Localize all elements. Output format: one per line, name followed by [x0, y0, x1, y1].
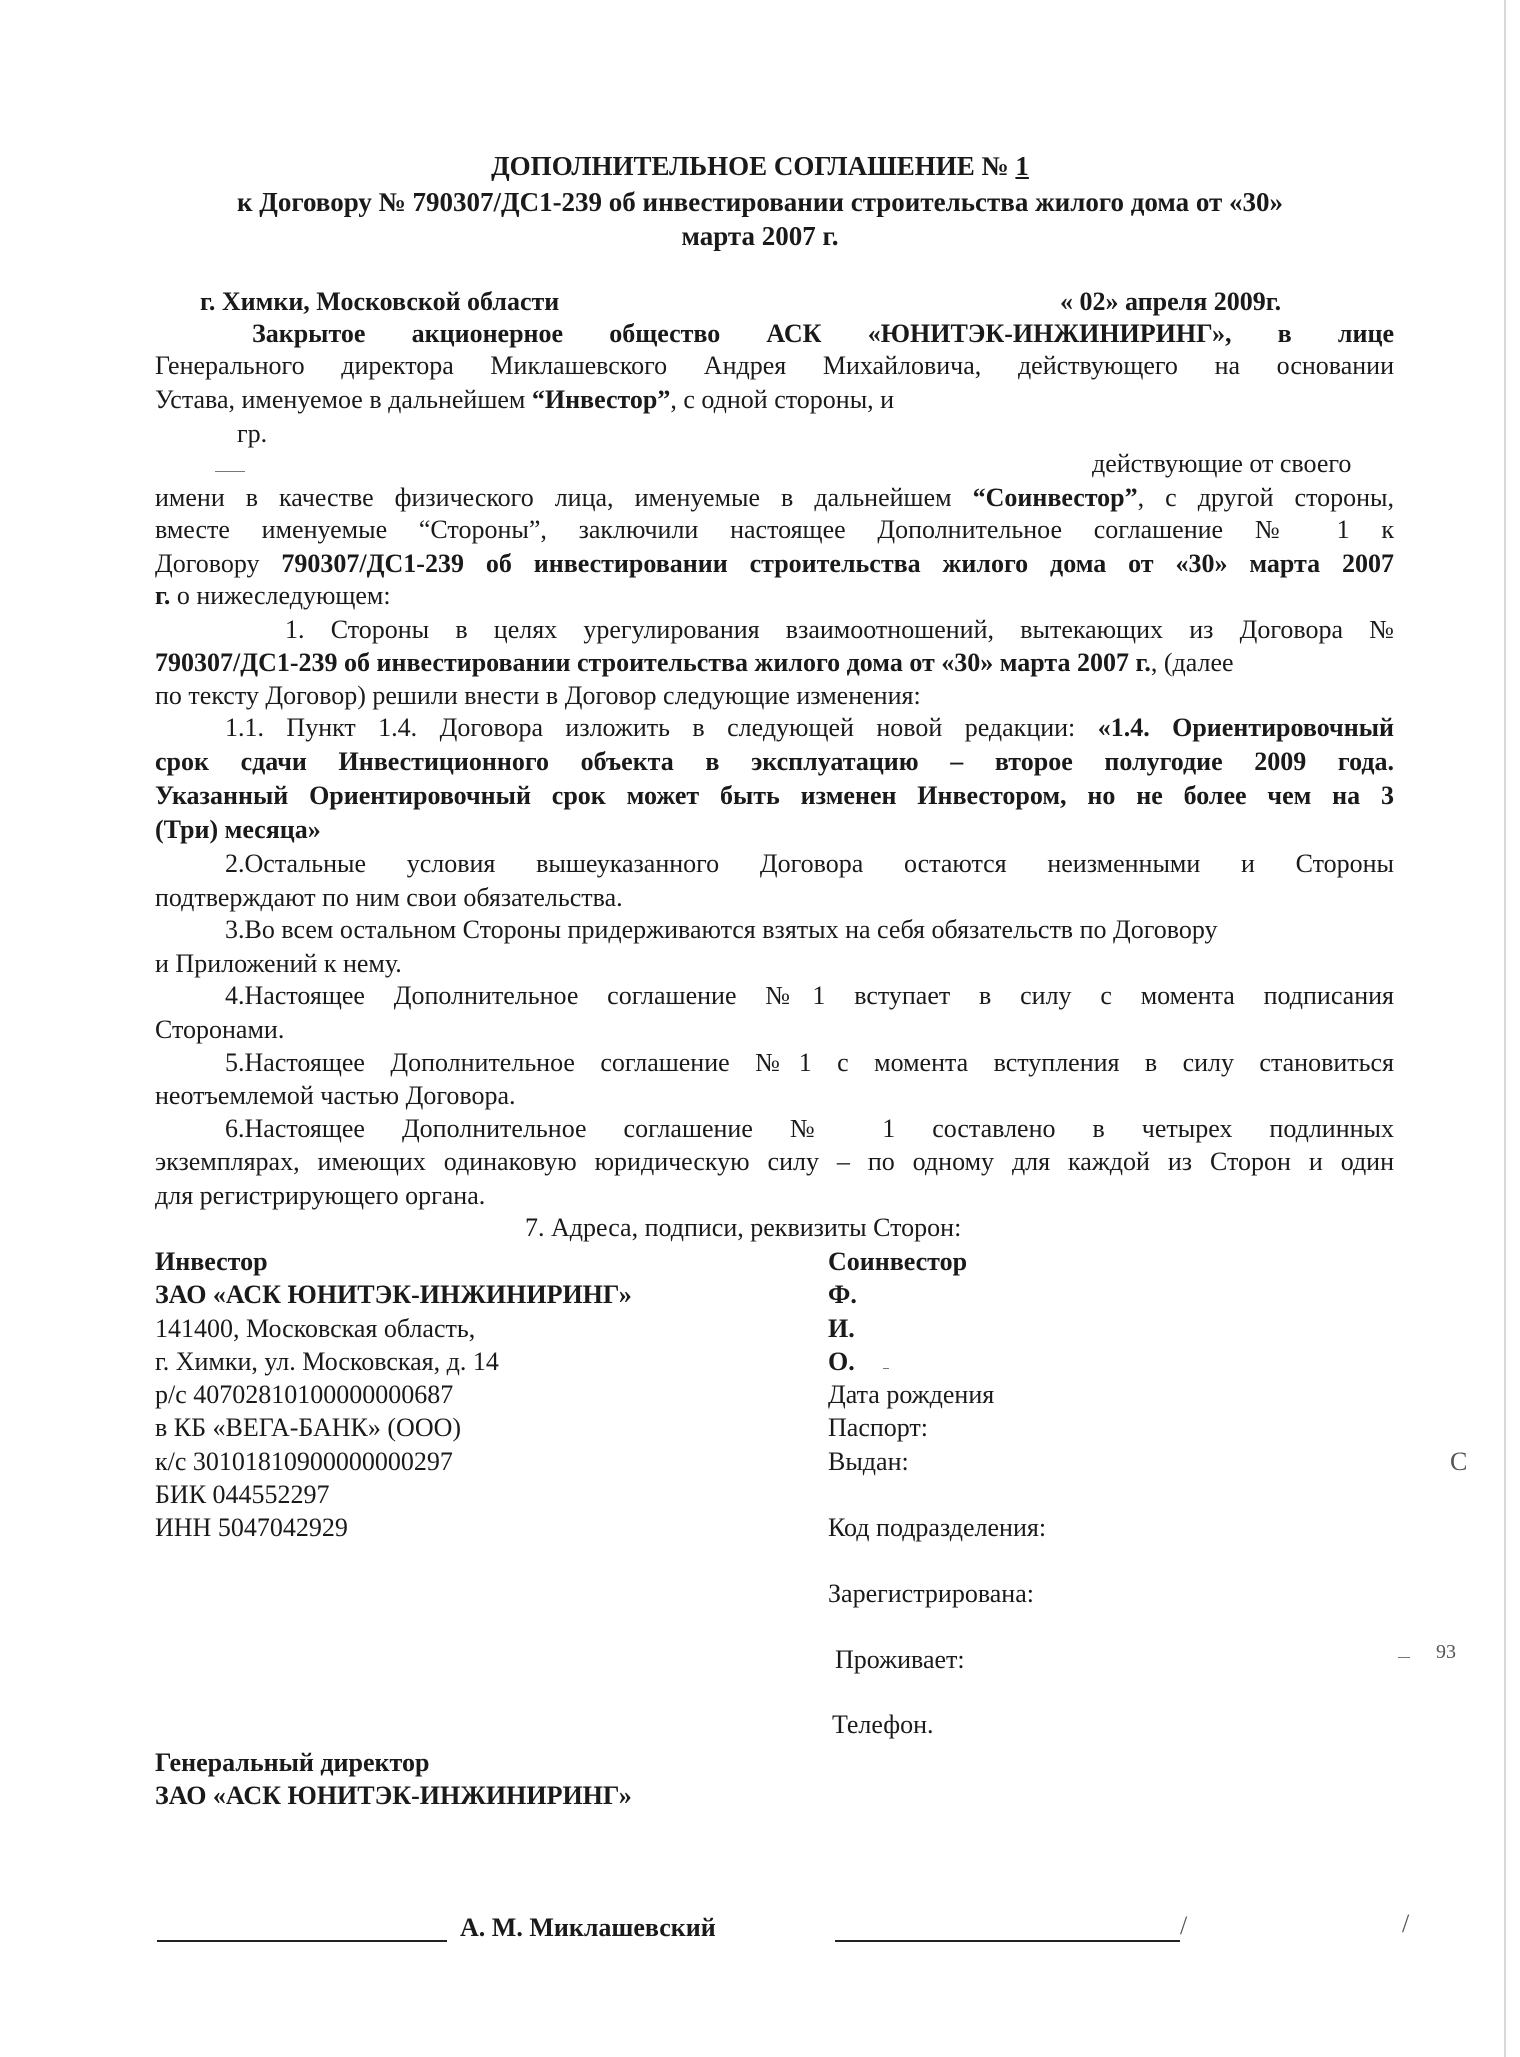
clause-1-1-line-3: Указанный Ориентировочный срок может быть изменен Инвестором, но не более чем на 3 — [155, 781, 1394, 810]
intro-line-9: г. о нижеследующем: — [155, 581, 391, 610]
intro-line-2: Генерального директора Миклашевского Андрея Михайловича, действующего на основании — [155, 351, 1394, 380]
clause-5-line-2: неотъемлемой частью Договора. — [155, 1081, 516, 1110]
clause-1-1-line-4: (Три) месяца» — [155, 815, 321, 844]
clause-1-line-3: по тексту Договор) решили внести в Договор следующие изменения: — [155, 681, 921, 710]
page-edge-shadow — [1504, 0, 1506, 2057]
clause-2-line-1: 2.Остальные условия вышеуказанного Договора остаются неизменными и Стороны — [225, 849, 1394, 878]
redaction-mark — [1398, 1657, 1410, 1658]
clause-1-1-line-1: 1.1. Пункт 1.4. Договора изложить в следующей новой редакции: «1.4. Ориентировочный — [225, 713, 1394, 742]
intro-line-6: имени в качестве физического лица, именуемые в дальнейшем “Соинвестор”, с другой стороны, — [155, 483, 1394, 512]
intro-line-8: Договору 790307/ДС1-239 об инвестировании строительства жилого дома от «30» марта 2007 — [155, 549, 1394, 578]
coinvestor-issued: Выдан: — [828, 1447, 909, 1476]
margin-mark-slash: / — [1402, 1909, 1410, 1938]
intro-line-3: Устава, именуемое в дальнейшем “Инвестор”, с одной стороны, и — [155, 385, 895, 414]
investor-inn: ИНН 5047042929 — [155, 1513, 348, 1542]
coinvestor-birth: Дата рождения — [828, 1380, 995, 1409]
coinvestor-surname: Ф. — [828, 1280, 857, 1309]
coinvestor-lives: Проживает: — [835, 1645, 965, 1674]
clause-1-line-2: 790307/ДС1-239 об инвестировании строительства жилого дома от «30» марта 2007 г., (далее — [155, 648, 1234, 677]
coinvestor-heading: Соинвестор — [828, 1247, 968, 1276]
intro-line-4: гр. — [237, 419, 268, 448]
investor-name: ЗАО «АСК ЮНИТЭК-ИНЖИНИРИНГ» — [155, 1280, 632, 1309]
clause-6-line-3: для регистрирующего органа. — [155, 1181, 486, 1210]
clause-3-line-1: 3.Во всем остальном Стороны придерживаются взятых на себя обязательств по Договору — [225, 915, 1218, 944]
coinvestor-signature-mark: / — [1180, 1911, 1188, 1940]
clause-5-line-1: 5.Настоящее Дополнительное соглашение №1 с момента вступления в силу становиться — [225, 1048, 1394, 1077]
investor-bank: в КБ «ВЕГА-БАНК» (ООО) — [155, 1413, 462, 1442]
date: « 02» апреля 2009г. — [1060, 287, 1282, 316]
coinvestor-name: И. — [828, 1314, 855, 1343]
clause-6-line-1: 6.Настоящее Дополнительное соглашение № 1 составлено в четырех подлинных — [225, 1114, 1394, 1143]
signature-company: ЗАО «АСК ЮНИТЭК-ИНЖИНИРИНГ» — [155, 1781, 632, 1810]
agreement-title: ДОПОЛНИТЕЛЬНОЕ СОГЛАШЕНИЕ № 1 — [491, 151, 1029, 181]
clause-2-line-2: подтверждают по ним свои обязательства. — [155, 883, 623, 912]
margin-mark-c: С — [1450, 1447, 1468, 1476]
investor-signature-line — [157, 1940, 447, 1942]
intro-line-1: Закрытое акционерное общество АСК «ЮНИТЭК-ИНЖИНИРИНГ», в лице — [252, 319, 1394, 348]
investor-address-2: г. Химки, ул. Московская, д. 14 — [155, 1347, 499, 1376]
coinvestor-signature-line — [835, 1940, 1180, 1942]
intro-line-7: вместе именуемые “Стороны”, заключили настоящее Дополнительное соглашение № 1 к — [155, 515, 1394, 544]
signature-title: Генеральный директор — [155, 1748, 430, 1777]
clause-4-line-1: 4.Настоящее Дополнительное соглашение №1 вступает в силу с момента подписания — [225, 981, 1394, 1010]
agreement-number: 1 — [1015, 151, 1029, 181]
clause-3-line-2: и Приложений к нему. — [155, 949, 402, 978]
agreement-subtitle: к Договору № 790307/ДС1-239 об инвестировании строительства жилого дома от «30» — [237, 187, 1283, 217]
margin-mark-digits: 93 — [1436, 1641, 1456, 1663]
clause-4-line-2: Сторонами. — [155, 1015, 285, 1044]
clause-6-line-2: экземплярах, имеющих одинаковую юридическую силу – по одному для каждой из Сторон и один — [155, 1147, 1394, 1176]
investor-bik: БИК 044552297 — [155, 1480, 330, 1509]
intro-line-5: действующие от своего — [1092, 449, 1352, 478]
place: г. Химки, Московской области — [200, 287, 560, 316]
investor-corr-account: к/с 30101810900000000297 — [155, 1447, 453, 1476]
clause-1-line-1: 1. Стороны в целях урегулирования взаимоотношений, вытекающих из Договора № — [285, 615, 1394, 644]
coinvestor-registered: Зарегистрирована: — [828, 1579, 1034, 1608]
coinvestor-division-code: Код подразделения: — [828, 1513, 1047, 1542]
clause-1-1-line-2: срок сдачи Инвестиционного объекта в эксплуатацию – второе полугодие 2009 года. — [155, 747, 1394, 776]
clause-7: 7. Адреса, подписи, реквизиты Сторон: — [525, 1213, 962, 1242]
coinvestor-patronymic: О. — [828, 1347, 855, 1376]
coinvestor-passport: Паспорт: — [828, 1413, 929, 1442]
redaction-mark — [883, 1368, 889, 1369]
redaction-mark — [215, 471, 245, 472]
agreement-subtitle-date: марта 2007 г. — [681, 221, 839, 251]
signatory-name: А. М. Миклашевский — [460, 1913, 716, 1942]
investor-account: р/с 40702810100000000687 — [155, 1380, 454, 1409]
investor-heading: Инвестор — [155, 1247, 268, 1276]
coinvestor-phone: Телефон. — [832, 1710, 934, 1739]
investor-address-1: 141400, Московская область, — [155, 1314, 476, 1343]
